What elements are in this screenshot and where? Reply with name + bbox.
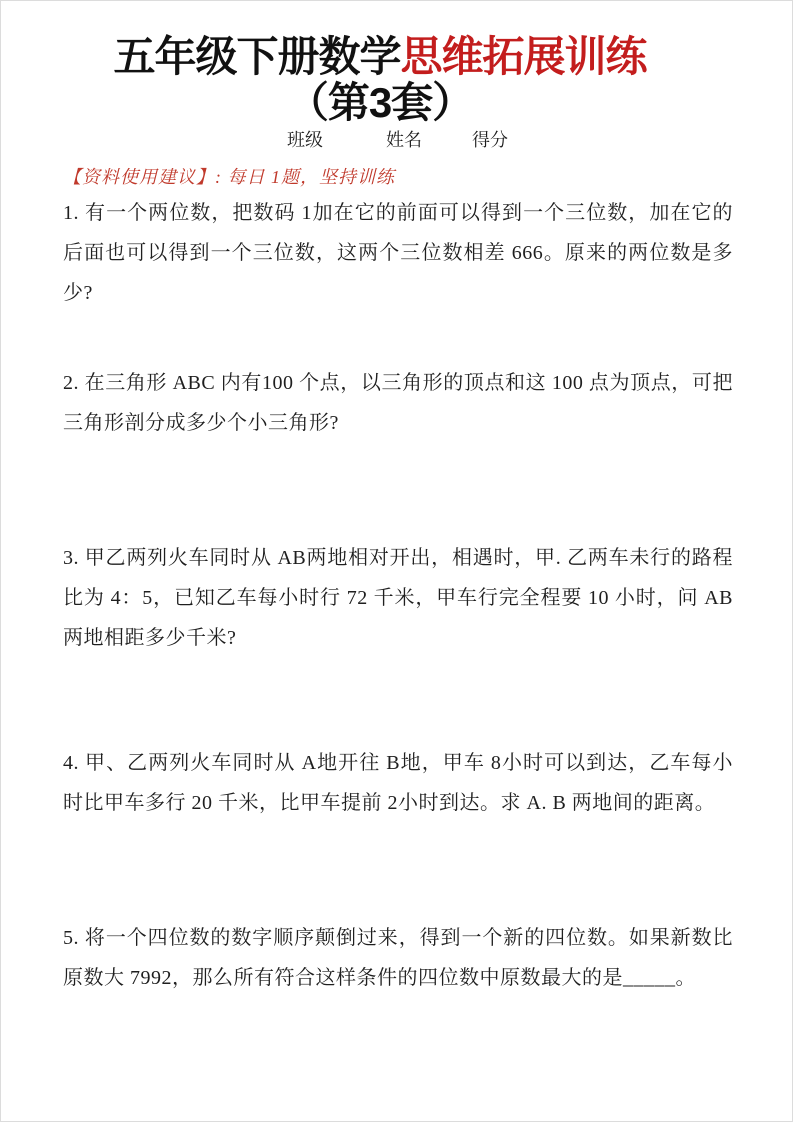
class-field-label: 班级 [287,130,323,150]
page-title [0,34,760,126]
title-red-segment: 思维拓展训练 [400,33,647,80]
problem-item-4: 4. 甲、乙两列火车同时从 A地开往 B地，甲车 8小时可以到达，乙车每小时比甲车多行 20 千米，比甲车提前 2小时到达。求 A. B 两地间的距离。 [63,752,733,814]
name-field-label: 姓名 [386,130,423,150]
title-line-1 [0,34,760,80]
problem-item-5: 5. 将一个四位数的数字顺序颠倒过来，得到一个新的四位数。如果新数比原数大 7992，那么所有符合这样条件的四位数中原数最大的是_____。 [63,927,733,989]
problem-item-3: 3. 甲乙两列火车同时从 AB两地相对开出，相遇时，甲. 乙两车未行的路程比为 4：5，已知乙车每小时行 72 千米，甲车行完全程要 10 小时，问 AB两地相距多少千米? [63,547,733,649]
problem-item-2: 2. 在三角形 ABC 内有100 个点，以三角形的顶点和这 100 点为顶点，可把三角形剖分成多少个小三角形? [63,372,733,434]
title-set-number: （第3套） [286,79,474,126]
usage-advisory-note: 【资料使用建议】: 每日 1题，坚持训练 [63,167,395,187]
title-black-segment: 五年级下册数学 [113,33,401,80]
problem-item-1: 1. 有一个两位数，把数码 1加在它的前面可以得到一个三位数，加在它的后面也可以得到一个三位数，这两个三位数相差 666。原来的两位数是多少? [63,202,733,304]
fill-in-row [287,129,508,151]
score-field-label: 得分 [472,130,509,150]
